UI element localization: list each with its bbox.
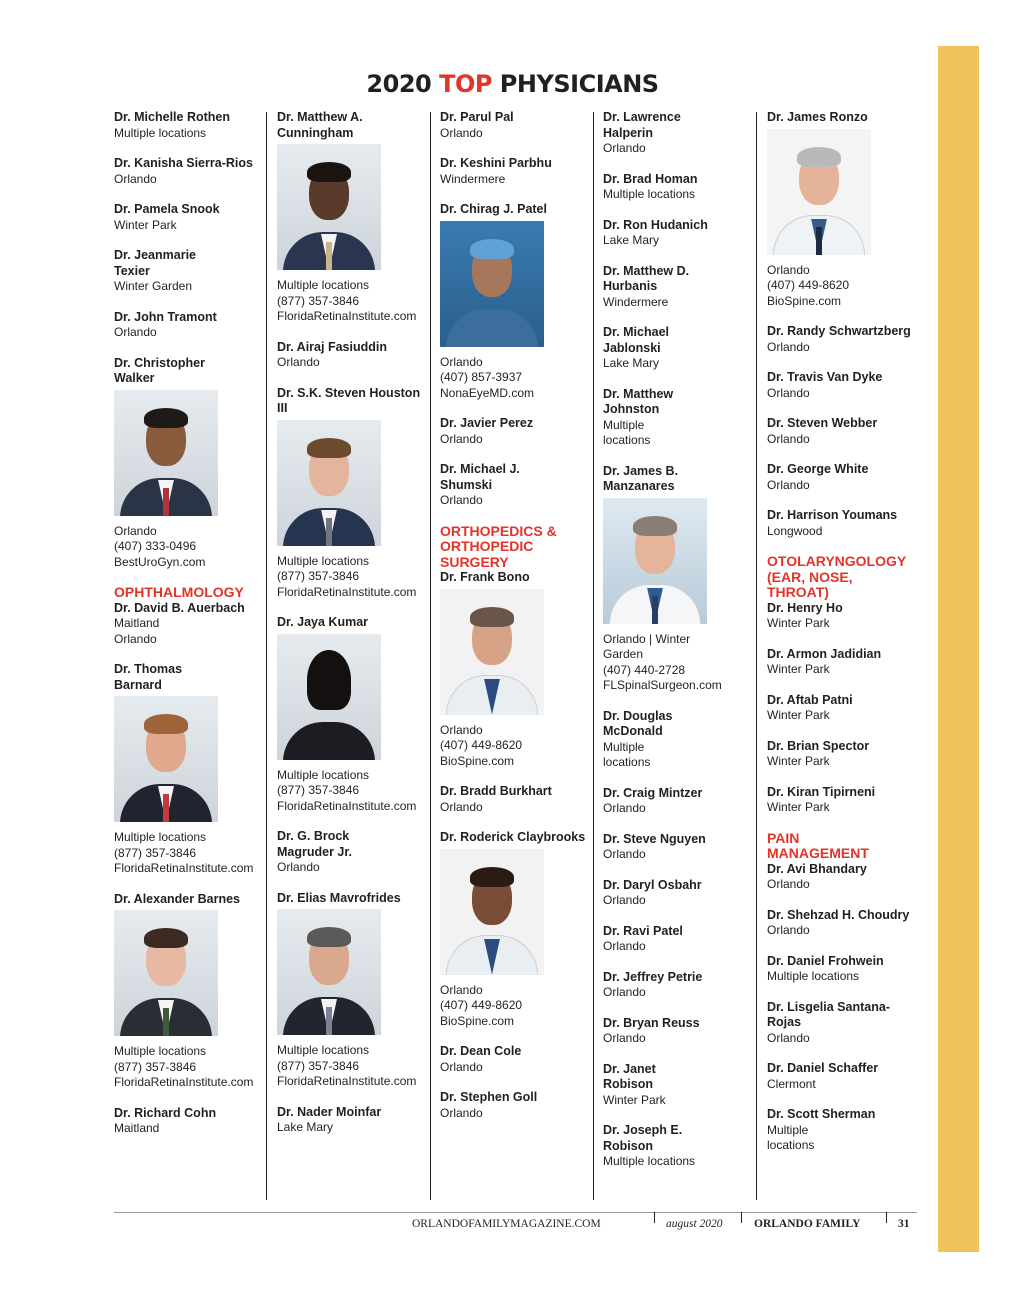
footer-site: ORLANDOFAMILYMAGAZINE.COM [412, 1218, 601, 1230]
column-divider [430, 112, 431, 1200]
physician-location: Maitland [114, 1121, 160, 1135]
column-1 [114, 110, 262, 1152]
physician-name: Dr. Steven Webber [767, 416, 878, 430]
physician-name: Dr. Brad Homan [603, 171, 698, 186]
physician-name: Dr. Nader Moinfar [277, 1104, 382, 1119]
physician-photo [277, 420, 381, 546]
physician-name: Dr. Matthew D. Hurbanis [603, 263, 690, 293]
physician-location: Orlando [603, 1031, 646, 1045]
physician-phone: (877) 357-3846 [277, 783, 360, 797]
physician-photo [277, 144, 381, 270]
physician-entry [767, 862, 919, 893]
physician-location: Orlando [767, 477, 810, 492]
physician-entry [114, 662, 254, 877]
physician-name: Dr. Javier Perez [440, 416, 534, 430]
physician-entry [440, 784, 588, 815]
specialty-heading: OPHTHALMOLOGY [114, 584, 244, 600]
physician-location: Windermere [603, 294, 669, 309]
physician-photo [277, 909, 381, 1035]
physician-entry [603, 832, 751, 863]
physician-photo [277, 634, 381, 760]
physician-location: Orlando [767, 1030, 810, 1045]
physician-name: Dr. Harrison Youmans [767, 508, 898, 522]
title-accent: TOP [439, 70, 492, 98]
physician-website: BestUroGyn.com [114, 554, 206, 569]
gold-edge-bar [938, 46, 979, 1252]
physician-website: FloridaRetinaInstitute.com [277, 798, 417, 813]
physician-name: Dr. Daniel Schaffer [767, 1061, 879, 1075]
physician-website: FloridaRetinaInstitute.com [114, 1075, 254, 1089]
physician-location: Orlando [603, 801, 646, 815]
physician-website: FLSpinalSurgeon.com [603, 678, 722, 692]
physician-entry [603, 110, 703, 157]
physician-entry [440, 110, 588, 141]
physician-location: Multiple locations [114, 830, 207, 844]
physician-phone: (877) 357-3846 [277, 293, 360, 308]
physician-name: Dr. Christopher Walker [114, 355, 205, 385]
physician-name: Dr. Avi Bhandary [767, 861, 867, 876]
page-number: 31 [898, 1218, 910, 1230]
physician-website: BioSpine.com [440, 1013, 515, 1028]
physician-location: Multiple locations [603, 417, 651, 447]
physician-entry [603, 878, 751, 909]
physician-entry [603, 463, 722, 694]
physician-location: Multiple locations [603, 1154, 696, 1168]
physician-entry [767, 416, 919, 447]
physician-entry [603, 218, 751, 249]
physician-name: Dr. Ravi Patel [603, 923, 683, 938]
physician-location: Multiple locations [277, 278, 370, 292]
physician-entry [277, 1105, 425, 1136]
physician-entry [603, 970, 751, 1001]
physician-location: Lake Mary [603, 356, 660, 370]
physician-location: locations [767, 1138, 815, 1152]
physician-entry [114, 892, 262, 1091]
physician-entry [603, 264, 703, 311]
physician-name: Dr. James B. Manzanares [603, 463, 679, 493]
physician-entry [440, 1044, 588, 1075]
physician-photo [114, 910, 218, 1036]
physician-name: Dr. Parul Pal [440, 110, 514, 124]
physician-phone: (407) 449-8620 [767, 278, 850, 292]
physician-name: Dr. David B. Auerbach [114, 600, 245, 615]
physician-name: Dr. Chirag J. Patel [440, 202, 547, 216]
column-3 [440, 110, 588, 1136]
physician-entry [114, 110, 262, 141]
physician-phone: (407) 449-8620 [440, 738, 523, 752]
physician-name: Dr. Bradd Burkhart [440, 784, 552, 798]
physician-location: Winter Park [767, 754, 830, 768]
physician-name: Dr. S.K. Steven Houston III [277, 385, 421, 415]
physician-entry [440, 1090, 588, 1121]
physician-entry [277, 340, 425, 371]
column-5 [767, 110, 919, 1169]
physician-location: Orlando [440, 1059, 483, 1074]
physician-location: Orlando [114, 171, 157, 186]
physician-entry [114, 601, 262, 648]
physician-location: Orlando [603, 985, 646, 999]
physician-phone: (407) 333-0496 [114, 539, 197, 553]
physician-entry [603, 924, 751, 955]
physician-name: Dr. James Ronzo [767, 110, 868, 124]
physician-entry [767, 908, 919, 939]
physician-name: Dr. Frank Bono [440, 570, 530, 584]
physician-location: Winter Park [603, 1092, 666, 1107]
physician-name: Dr. John Tramont [114, 309, 217, 324]
physician-entry [603, 709, 693, 771]
physician-location: Multiple locations [114, 1044, 207, 1058]
physician-entry [277, 829, 407, 876]
physician-entry [114, 156, 262, 187]
physician-location: Orlando [440, 799, 483, 814]
physician-name: Dr. Bryan Reuss [603, 1015, 700, 1030]
physician-name: Dr. Kiran Tipirneni [767, 784, 876, 799]
physician-entry [767, 647, 919, 678]
physician-location: Orlando [767, 923, 810, 937]
physician-name: Dr. Richard Cohn [114, 1105, 217, 1120]
physician-entry [603, 1062, 683, 1109]
page-title [0, 70, 1025, 98]
physician-location: Winter Park [767, 708, 830, 722]
title-part2: PHYSICIANS [491, 70, 659, 98]
physician-phone: (877) 357-3846 [114, 845, 197, 860]
physician-location: Multiple locations [114, 125, 207, 140]
physician-name: Dr. Lawrence Halperin [603, 110, 681, 140]
physician-name: Dr. Elias Mavrofrides [277, 890, 401, 905]
physician-entry [440, 462, 550, 509]
physician-entry [114, 356, 224, 571]
specialty-heading: ORTHOPEDICS & ORTHOPEDIC SURGERY [440, 522, 557, 570]
physician-name: Dr. Scott Sherman [767, 1107, 876, 1121]
physician-location: Orlando [440, 125, 483, 140]
physician-location: Lake Mary [277, 1120, 334, 1134]
physician-entry [114, 310, 262, 341]
physician-website: BioSpine.com [440, 753, 515, 768]
physician-location: Orlando [767, 431, 810, 446]
physician-entry [767, 954, 919, 985]
physician-entry [767, 785, 919, 816]
physician-website: FloridaRetinaInstitute.com [277, 1074, 417, 1088]
physician-location: Orlando [114, 325, 157, 339]
physician-name: Dr. Michelle Rothen [114, 110, 230, 124]
physician-location: Winter Park [767, 662, 830, 676]
physician-name: Dr. Matthew Johnston [603, 386, 674, 416]
physician-photo [114, 696, 218, 822]
physician-entry [603, 325, 683, 372]
physician-location: Winter Park [767, 616, 830, 630]
physician-name: Dr. Brian Spector [767, 738, 870, 753]
physician-location: Winter Park [767, 800, 830, 814]
physician-entry [767, 462, 919, 493]
physician-photo [114, 390, 218, 516]
physician-entry [767, 324, 919, 355]
specialty-heading: PAIN MANAGEMENT [767, 829, 869, 861]
physician-entry [767, 508, 919, 539]
physician-location: Orlando [440, 982, 483, 997]
physician-location: Orlando [114, 631, 157, 646]
physician-entry [767, 739, 919, 770]
physician-name: Dr. Steve Nguyen [603, 831, 706, 846]
physician-name: Dr. Janet Robison [603, 1061, 656, 1091]
physician-name: Dr. Dean Cole [440, 1044, 522, 1058]
physician-location: Orlando [603, 893, 646, 907]
physician-entry [767, 601, 919, 632]
physician-location: Longwood [767, 523, 823, 538]
footer-brand: ORLANDO FAMILY [754, 1218, 861, 1230]
physician-location: Orlando [603, 939, 646, 953]
physician-name: Dr. Alexander Barnes [114, 891, 240, 906]
column-4 [603, 110, 751, 1185]
physician-entry [767, 1000, 897, 1047]
physician-name: Dr. Shehzad H. Choudry [767, 907, 910, 922]
physician-location: Clermont [767, 1076, 816, 1091]
physician-entry [767, 1107, 919, 1154]
physician-location: Orlando [114, 523, 157, 538]
physician-name: Dr. Keshini Parbhu [440, 156, 552, 170]
physician-location: Orlando [277, 860, 320, 874]
physician-website: FloridaRetinaInstitute.com [277, 309, 417, 323]
physician-entry [603, 1016, 751, 1047]
column-2 [277, 110, 425, 1151]
column-divider [266, 112, 267, 1200]
physician-entry [767, 370, 919, 401]
physician-entry [440, 156, 588, 187]
physician-entry [277, 615, 425, 814]
physician-name: Dr. Michael Jablonski [603, 325, 669, 355]
physician-name: Dr. G. Brock Magruder Jr. [277, 829, 353, 859]
physician-name: Dr. Michael J. Shumski [440, 462, 520, 492]
physician-phone: (877) 357-3846 [277, 1058, 360, 1073]
physician-entry [603, 172, 751, 203]
physician-location: Orlando [603, 847, 646, 861]
physician-name: Dr. Joseph E. Robison [603, 1123, 683, 1153]
physician-name: Dr. Lisgelia Santana-Rojas [767, 999, 890, 1029]
physician-name: Dr. Randy Schwartzberg [767, 324, 911, 338]
physician-name: Dr. Henry Ho [767, 600, 843, 615]
physician-photo [603, 498, 707, 624]
physician-name: Dr. Douglas McDonald [603, 708, 673, 738]
physician-photo [440, 589, 544, 715]
physician-name: Dr. Thomas Barnard [114, 662, 183, 692]
physician-location: Winter Park [114, 217, 177, 232]
physician-name: Dr. Pamela Snook [114, 202, 220, 216]
physician-location: Multiple locations [277, 1043, 370, 1057]
physician-location: Winter Garden [114, 279, 193, 293]
column-divider [756, 112, 757, 1200]
physician-entry [767, 1061, 919, 1092]
footer-divider [741, 1212, 742, 1223]
title-part1: 2020 [366, 70, 440, 98]
physician-name: Dr. Aftab Patni [767, 692, 853, 707]
physician-photo [767, 129, 871, 255]
physician-entry [114, 1106, 262, 1137]
physician-location: Multiple locations [603, 739, 651, 769]
physician-name: Dr. Travis Van Dyke [767, 370, 883, 384]
physician-location: Orlando [440, 1105, 483, 1120]
physician-name: Dr. Roderick Claybrooks [440, 830, 586, 844]
physician-entry [440, 202, 588, 401]
physician-name: Dr. Kanisha Sierra-Rios [114, 156, 253, 170]
physician-phone: (877) 357-3846 [277, 569, 360, 583]
physician-location: Orlando [440, 493, 483, 507]
physician-entry [114, 248, 224, 295]
physician-phone: (407) 449-8620 [440, 998, 523, 1012]
physician-location: Lake Mary [603, 233, 660, 247]
physician-entry [440, 570, 588, 769]
physician-phone: (407) 440-2728 [603, 662, 686, 677]
physician-name: Dr. Jeffrey Petrie [603, 969, 703, 984]
physician-entry [277, 110, 417, 325]
physician-name: Dr. Jaya Kumar [277, 615, 369, 629]
physician-location: Orlando [603, 141, 646, 155]
physician-entry [277, 386, 425, 601]
physician-location: Orlando [277, 355, 320, 369]
physician-location: Multiple locations [603, 187, 696, 201]
physician-website: FloridaRetinaInstitute.com [277, 584, 417, 599]
physician-location: Orlando [767, 339, 810, 354]
physician-name: Dr. Ron Hudanich [603, 217, 708, 232]
physician-location: Orlando | Winter Garden [603, 631, 691, 661]
physician-location: Orlando [440, 354, 483, 369]
physician-entry [767, 693, 919, 724]
physician-location: Maitland [114, 616, 160, 630]
physician-location: Orlando [440, 431, 483, 446]
physician-phone: (877) 357-3846 [114, 1059, 197, 1074]
physician-name: Dr. Stephen Goll [440, 1090, 538, 1104]
specialty-heading: OTOLARYNGOLOGY (EAR, NOSE, THROAT) [767, 553, 906, 600]
physician-location: Windermere [440, 171, 506, 186]
physician-name: Dr. Matthew A. Cunningham [277, 110, 363, 140]
physician-name: Dr. Craig Mintzer [603, 785, 703, 800]
physician-location: Orlando [767, 877, 810, 891]
physician-photo [440, 849, 544, 975]
physician-entry [277, 891, 425, 1090]
physician-entry [603, 1123, 703, 1170]
footer-issue: august 2020 [666, 1218, 723, 1230]
physician-name: Dr. Jeanmarie Texier [114, 248, 196, 278]
physician-name: Dr. Daniel Frohwein [767, 953, 884, 968]
physician-website: BioSpine.com [767, 293, 842, 308]
footer-divider [654, 1212, 655, 1223]
physician-entry [603, 387, 683, 449]
footer-divider [886, 1212, 887, 1223]
physician-location: Multiple locations [277, 767, 370, 782]
physician-name: Dr. George White [767, 462, 869, 476]
physician-name: Dr. Armon Jadidian [767, 646, 882, 661]
physician-entry [440, 830, 588, 1029]
physician-location: Orlando [440, 722, 483, 737]
physician-entry [440, 416, 588, 447]
physician-location: Orlando [767, 262, 810, 277]
footer-rule [114, 1212, 917, 1213]
physician-entry [114, 202, 262, 233]
physician-location: Multiple locations [277, 553, 370, 568]
physician-website: NonaEyeMD.com [440, 385, 535, 400]
physician-entry [767, 110, 919, 309]
physician-location: Multiple locations [767, 969, 860, 983]
column-divider [593, 112, 594, 1200]
physician-location: Orlando [767, 385, 810, 400]
physician-name: Dr. Daryl Osbahr [603, 877, 702, 892]
physician-name: Dr. Airaj Fasiuddin [277, 339, 387, 354]
physician-phone: (407) 857-3937 [440, 370, 523, 384]
physician-location: Multiple [767, 1122, 809, 1137]
physician-entry [603, 786, 751, 817]
physician-photo [440, 221, 544, 347]
physician-website: FloridaRetinaInstitute.com [114, 861, 254, 875]
